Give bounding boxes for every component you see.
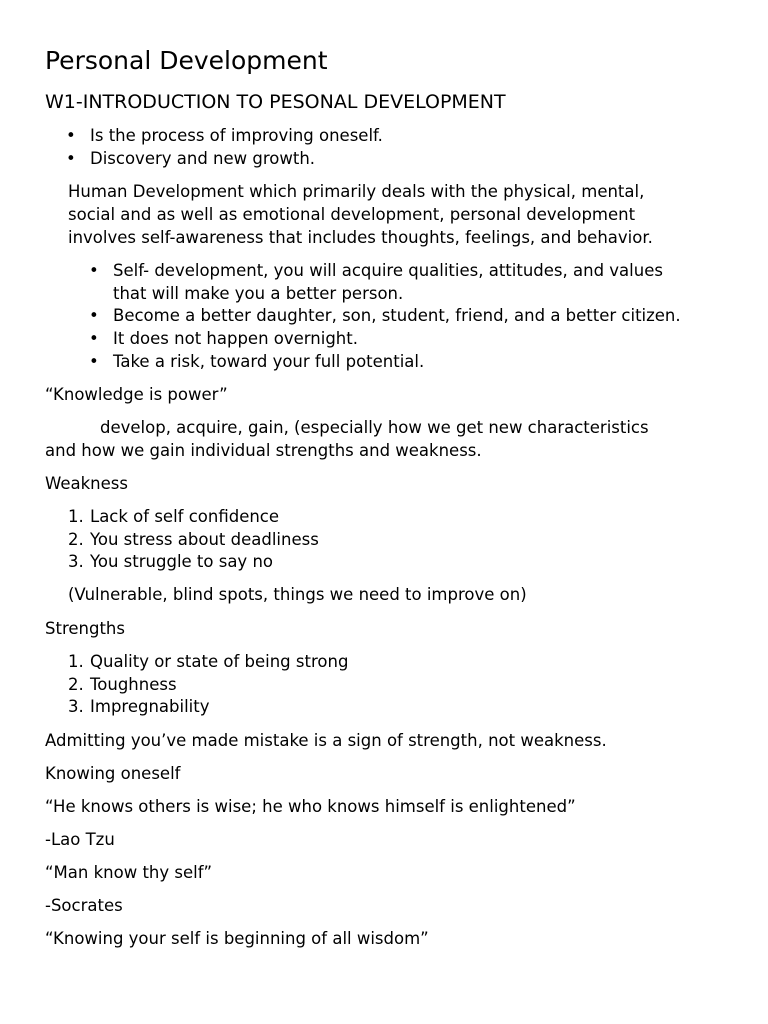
weakness-item-2: You stress about deadliness: [90, 530, 319, 549]
list-number: 1.: [68, 652, 84, 671]
paragraph-line: social and as well as emotional development, personal development: [68, 205, 636, 224]
paragraph-line: Human Development which primarily deals with the physical, mental,: [68, 182, 645, 201]
bullet-dot: •: [89, 352, 99, 371]
bullet-dot: •: [89, 306, 99, 325]
quote-wisdom: “Knowing your self is beginning of all wisdom”: [45, 929, 429, 948]
bullet-dot: •: [89, 261, 99, 280]
list-number: 3.: [68, 552, 84, 571]
paragraph-line: and how we gain individual strengths and weakness.: [45, 441, 482, 460]
knowing-heading: Knowing oneself: [45, 764, 181, 783]
bullet-dot: •: [66, 149, 76, 168]
weakness-item-1: Lack of self confidence: [90, 507, 280, 526]
list-number: 2.: [68, 530, 84, 549]
list-number: 2.: [68, 675, 84, 694]
weakness-note: (Vulnerable, blind spots, things we need to improve on): [68, 585, 527, 604]
author-lao-tzu: -Lao Tzu: [45, 830, 115, 849]
self-dev-bullet-3: It does not happen overnight.: [113, 329, 358, 348]
knowledge-quote: “Knowledge is power”: [45, 385, 228, 404]
author-socrates: -Socrates: [45, 896, 123, 915]
quote-socrates: “Man know thy self”: [45, 863, 213, 882]
document-title: Personal Development: [45, 46, 328, 75]
weakness-heading: Weakness: [45, 474, 128, 493]
strengths-item-1: Quality or state of being strong: [90, 652, 349, 671]
weakness-item-3: You struggle to say no: [90, 552, 273, 571]
self-dev-bullet-1-cont: that will make you a better person.: [113, 284, 404, 303]
bullet-dot: •: [89, 329, 99, 348]
admitting-line: Admitting you’ve made mistake is a sign of strength, not weakness.: [45, 731, 607, 750]
bullet-dot: •: [66, 126, 76, 145]
list-number: 1.: [68, 507, 84, 526]
intro-bullet-1: Is the process of improving oneself.: [90, 126, 383, 145]
quote-lao-tzu: “He knows others is wise; he who knows himself is enlightened”: [45, 797, 576, 816]
strengths-heading: Strengths: [45, 619, 125, 638]
self-dev-bullet-4: Take a risk, toward your full potential.: [113, 352, 425, 371]
paragraph-line: involves self-awareness that includes thoughts, feelings, and behavior.: [68, 228, 653, 247]
self-dev-bullet-2: Become a better daughter, son, student, friend, and a better citizen.: [113, 306, 681, 325]
strengths-item-2: Toughness: [90, 675, 177, 694]
intro-bullet-2: Discovery and new growth.: [90, 149, 316, 168]
strengths-item-3: Impregnability: [90, 697, 210, 716]
paragraph-line: develop, acquire, gain, (especially how we get new characteristics: [100, 418, 649, 437]
list-number: 3.: [68, 697, 84, 716]
self-dev-bullet-1: Self- development, you will acquire qualities, attitudes, and values: [113, 261, 663, 280]
section-heading: W1-INTRODUCTION TO PESONAL DEVELOPMENT: [45, 91, 506, 113]
